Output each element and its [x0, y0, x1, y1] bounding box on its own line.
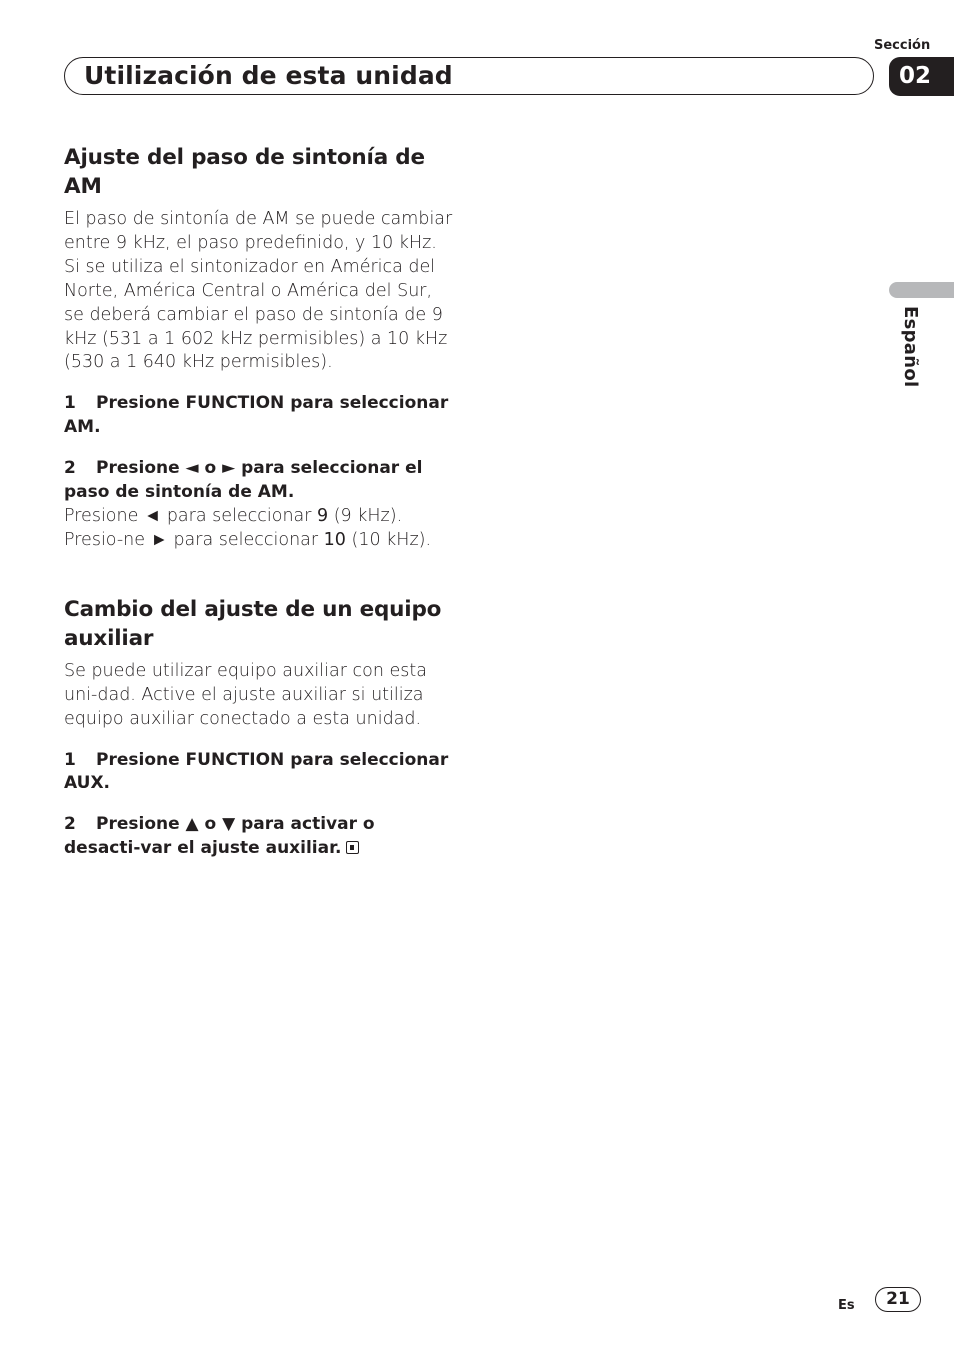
step-detail: [64, 505, 456, 553]
language-label: Español: [900, 306, 921, 388]
step-text: Presione FUNCTION para seleccionar AM.: [64, 393, 449, 438]
language-tab-marker: [889, 282, 954, 298]
section-body: Se puede utilizar equipo auxiliar con esta uni-dad. Active el ajuste auxiliar si utiliza equipo auxiliar conectado a esta unidad.: [64, 660, 427, 729]
step-item: [64, 392, 456, 440]
step-number: 2: [64, 814, 76, 835]
step-number: 1: [64, 749, 76, 770]
section-number: 02: [899, 63, 932, 89]
detail-text: Presione ◄ para seleccionar: [64, 505, 318, 526]
main-content: [64, 140, 456, 861]
step-number: 2: [64, 458, 76, 479]
detail-value: 10: [323, 529, 346, 550]
detail-text: (9 kHz). Presio-ne ► para seleccionar: [64, 505, 403, 550]
end-of-section-icon: [346, 841, 359, 854]
step-item: [64, 749, 456, 797]
step-number: 1: [64, 393, 76, 414]
page-number: 21: [875, 1287, 921, 1312]
detail-value: 9: [317, 505, 329, 526]
section-body: El paso de sintonía de AM se puede cambiar entre 9 kHz, el paso predefinido, y 10 kHz. Si se utiliza el sintonizador en América del Norte, América Central o América del Sur, se deberá cambiar el paso de sintonía de 9 kHz (531 a 1 602 kHz permisibles) a 10 kHz (530 a 1 640 kHz permisibles).: [64, 209, 453, 373]
step-item: [64, 457, 456, 505]
footer-language-abbr: Es: [838, 1298, 855, 1313]
step-text: Presione FUNCTION para seleccionar AUX.: [64, 749, 449, 794]
section-heading: Cambio del ajuste de un equipo auxiliar: [64, 596, 442, 651]
step-text: Presione ▲ o ▼ para activar o desacti-var el ajuste auxiliar.: [64, 814, 375, 859]
step-text: Presione ◄ o ► para seleccionar el paso de sintonía de AM.: [64, 458, 423, 503]
detail-text: (10 kHz).: [345, 529, 432, 550]
chapter-title-bar: [64, 57, 874, 95]
section-label: Sección: [874, 38, 931, 53]
step-item: [64, 813, 456, 861]
section-number-tab: [889, 57, 954, 96]
chapter-title: Utilización de esta unidad: [84, 61, 453, 90]
section-heading: Ajuste del paso de sintonía de AM: [64, 145, 425, 199]
